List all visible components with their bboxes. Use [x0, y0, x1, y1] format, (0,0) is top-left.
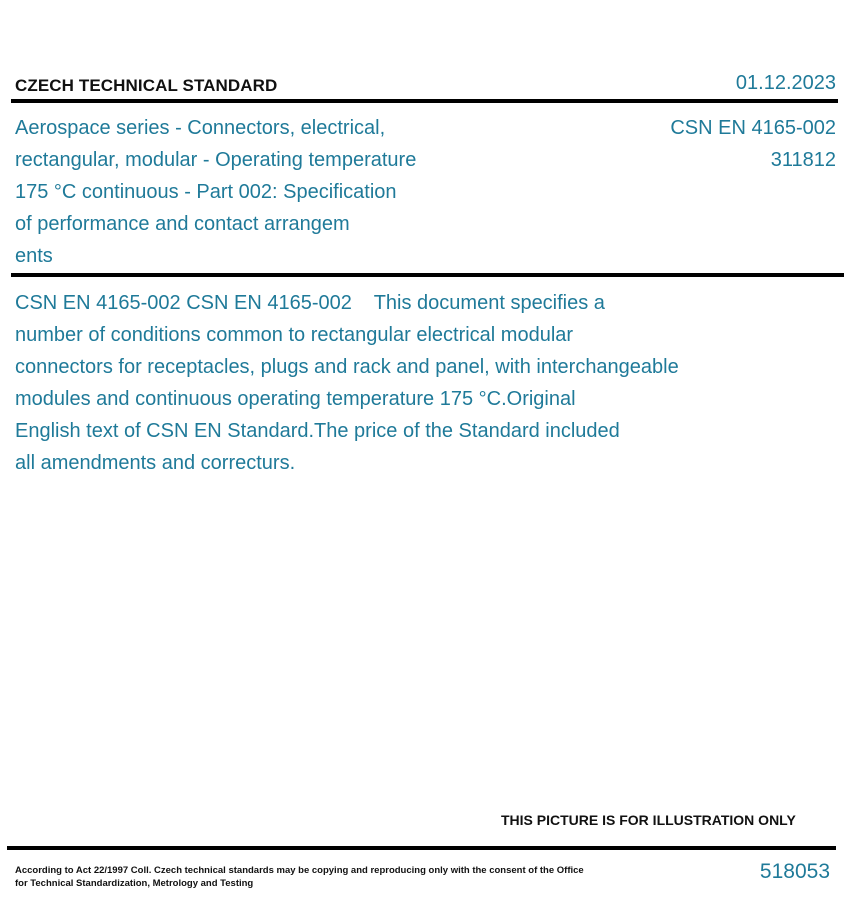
description-line: connectors for receptacles, plugs and rack and panel, with interchangeable [15, 356, 679, 378]
description-line: CSN EN 4165-002 CSN EN 4165-002 This document specifies a [15, 292, 605, 314]
description-line: English text of CSN EN Standard.The price of the Standard included [15, 420, 620, 442]
description-line: number of conditions common to rectangular electrical modular [15, 324, 574, 346]
document-type-heading: CZECH TECHNICAL STANDARD [15, 76, 278, 95]
standard-description [15, 287, 750, 479]
description-line: all amendments and correcturs. [15, 452, 296, 474]
publication-date: 01.12.2023 [735, 72, 836, 94]
title-divider [11, 273, 844, 277]
description-line: modules and continuous operating temperature 175 °C.Original [15, 388, 576, 410]
standard-title [15, 112, 455, 272]
footer-divider [7, 846, 836, 850]
standard-title-line: 175 °C continuous - Part 002: Specification [15, 181, 397, 203]
illustration-disclaimer: THIS PICTURE IS FOR ILLUSTRATION ONLY [501, 812, 796, 828]
header-divider [11, 99, 838, 103]
standard-code: CSN EN 4165-002 [670, 117, 836, 139]
legal-notice [15, 864, 585, 890]
class-number: 311812 [770, 149, 836, 171]
standard-title-line: rectangular, modular - Operating temperature [15, 149, 417, 171]
standard-title-line: ents [15, 245, 53, 267]
legal-notice-line: According to Act 22/1997 Coll. Czech technical standards may be copying and reproducing only with the consent of the Office [15, 865, 584, 876]
legal-notice-line: for Technical Standardization, Metrology and Testing [15, 878, 254, 889]
standard-title-line: Aerospace series - Connectors, electrical, [15, 117, 386, 139]
document-id: 518053 [759, 860, 830, 883]
standard-title-line: of performance and contact arrangem [15, 213, 350, 235]
standard-identifiers [670, 112, 836, 176]
